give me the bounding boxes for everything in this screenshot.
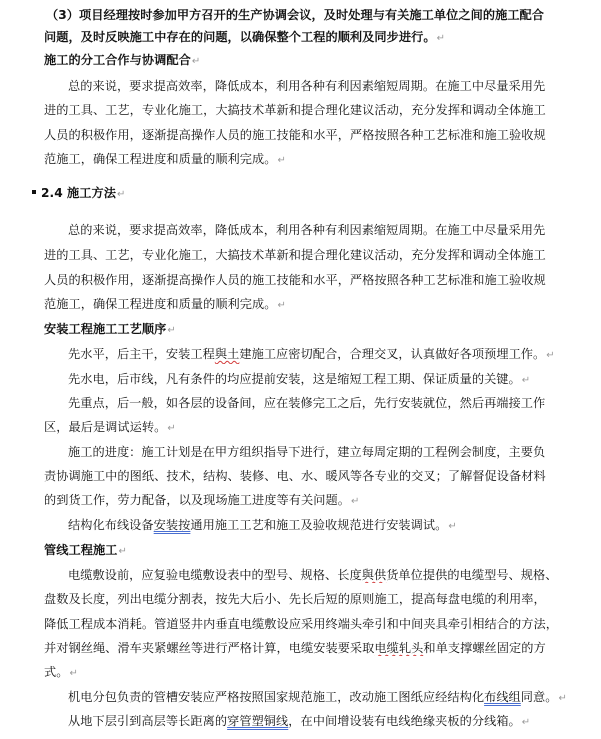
paragraph-mark: ↵ xyxy=(521,375,531,386)
order-line-4: 区，最后是调试运转。↵ xyxy=(44,420,176,434)
general-1-line-1: 总的来说，要求提高效率，降低成本，利用各种有利因素缩短周期。在施工中尽量采用先 xyxy=(68,79,546,93)
heading-pipeline: 管线工程施工↵ xyxy=(44,543,127,557)
general-1-line-4: 范施工，确保工程进度和质量的顺利完成。↵ xyxy=(44,152,286,166)
cable-line-4: 并对钢丝绳、滑车夹紧螺丝等进行严格计算，电缆安装要采取电缆轧头和单支撑螺丝固定的方 xyxy=(44,641,546,655)
paragraph-mark: ↵ xyxy=(558,693,567,704)
paragraph-mark: ↵ xyxy=(448,521,457,532)
progress-line-3: 的到货工作，劳力配备，以及现场施工进度等有关问题。↵ xyxy=(44,493,360,507)
paragraph-mark: ↵ xyxy=(167,423,176,434)
paragraph-mark: ↵ xyxy=(69,668,78,679)
heading-division: 施工的分工合作与协调配合↵ xyxy=(44,53,201,67)
general-2-line-4: 范施工，确保工程进度和质量的顺利完成。↵ xyxy=(44,297,286,311)
general-2-line-2: 进的工具、工艺，专业化施工，大搞技术革新和提合理化建议活动，充分发挥和调动全体施工 xyxy=(44,248,546,262)
grammar-flag: 布线组 xyxy=(484,690,521,704)
paragraph-mark: ↵ xyxy=(546,350,555,361)
grammar-flag: 穿管塑铜线 xyxy=(227,714,289,728)
cabling-line: 结构化布线设备安装按通用施工工艺和施工及验收规范进行安装调试。↵ xyxy=(68,518,457,532)
paragraph-mark: ↵ xyxy=(167,325,176,336)
paragraph-mark: ↵ xyxy=(118,546,127,557)
subcontract-line: 机电分包负责的管槽安装应严格按照国家规范施工，改动施工图纸应经结构化布线组同意。↵ xyxy=(68,690,567,704)
section-heading-2-4: 2.4 施工方法↵ xyxy=(32,185,601,203)
cable-line-5: 式。↵ xyxy=(44,665,78,679)
grammar-flag: 與土 xyxy=(214,347,240,361)
grammar-flag: 安装按 xyxy=(153,518,191,532)
item-3-line-2: 问题，及时反映施工中存在的问题，以确保整个工程的顺利及同步进行。↵ xyxy=(44,30,446,44)
paragraph-mark: ↵ xyxy=(117,189,126,200)
order-line-1: 先水平，后主干，安装工程與土建施工应密切配合，合理交叉，认真做好各项预埋工作。↵ xyxy=(68,347,555,361)
list-bullet xyxy=(32,190,36,194)
grammar-flag: 电缆轧头 xyxy=(374,641,424,655)
general-1-line-2: 进的工具、工艺，专业化施工，大搞技术革新和提合理化建议活动，充分发挥和调动全体施工 xyxy=(44,103,546,117)
paragraph-mark: ↵ xyxy=(277,155,286,166)
cable-line-3: 降低工程成本消耗。管道竖井内垂直电缆敷设应采用终端头牵引和中间夹具牵引相结合的方法， xyxy=(44,617,558,631)
general-2-line-1: 总的来说，要求提高效率，降低成本，利用各种有利因素缩短周期。在施工中尽量采用先 xyxy=(68,223,546,237)
heading-install-order: 安装工程施工工艺顺序↵ xyxy=(44,322,176,336)
order-line-3: 先重点，后一般，如各层的设备间，应在装修完工之后，先行安装就位，然后再端接工作 xyxy=(68,396,546,410)
basement-line: 从地下层引到高层等长距离的穿管塑铜线，在中间增设装有电线绝缘夹板的分线箱。↵ xyxy=(68,714,531,728)
progress-line-2: 责协调施工中的图纸、技术，结构、装修、电、水、暖风等各专业的交叉；了解督促设备材料 xyxy=(44,469,546,483)
cable-line-2: 盘数及长度，列出电缆分割表，按先大后小、先长后短的原则施工，提高每盘电缆的利用率， xyxy=(44,592,546,606)
order-line-2: 先水电，后市线，凡有条件的均应提前安装，这是缩短工程工期、保证质量的关键。↵ xyxy=(68,372,531,386)
paragraph-mark: ↵ xyxy=(436,33,446,44)
general-1-line-3: 人员的积极作用，逐渐提高操作人员的施工技能和水平，严格按照各种工艺标准和施工验收规 xyxy=(44,128,546,142)
paragraph-mark: ↵ xyxy=(350,496,360,507)
item-3-line-1: （3）项目经理按时参加甲方召开的生产协调会议，及时处理与有关施工单位之间的施工配合 xyxy=(46,8,545,22)
paragraph-mark: ↵ xyxy=(521,717,531,728)
paragraph-mark: ↵ xyxy=(277,300,286,311)
cable-line-1: 电缆敷设前，应复验电缆敷设表中的型号、规格、长度與供货单位提供的电缆型号、规格、 xyxy=(68,568,558,582)
paragraph-mark: ↵ xyxy=(191,56,201,67)
grammar-flag: 與供 xyxy=(361,568,387,582)
progress-line-1: 施工的进度：施工计划是在甲方组织指导下进行，建立每周定期的工程例会制度，主要负 xyxy=(68,445,546,459)
general-2-line-3: 人员的积极作用，逐渐提高操作人员的施工技能和水平，严格按照各种工艺标准和施工验收规 xyxy=(44,273,546,287)
